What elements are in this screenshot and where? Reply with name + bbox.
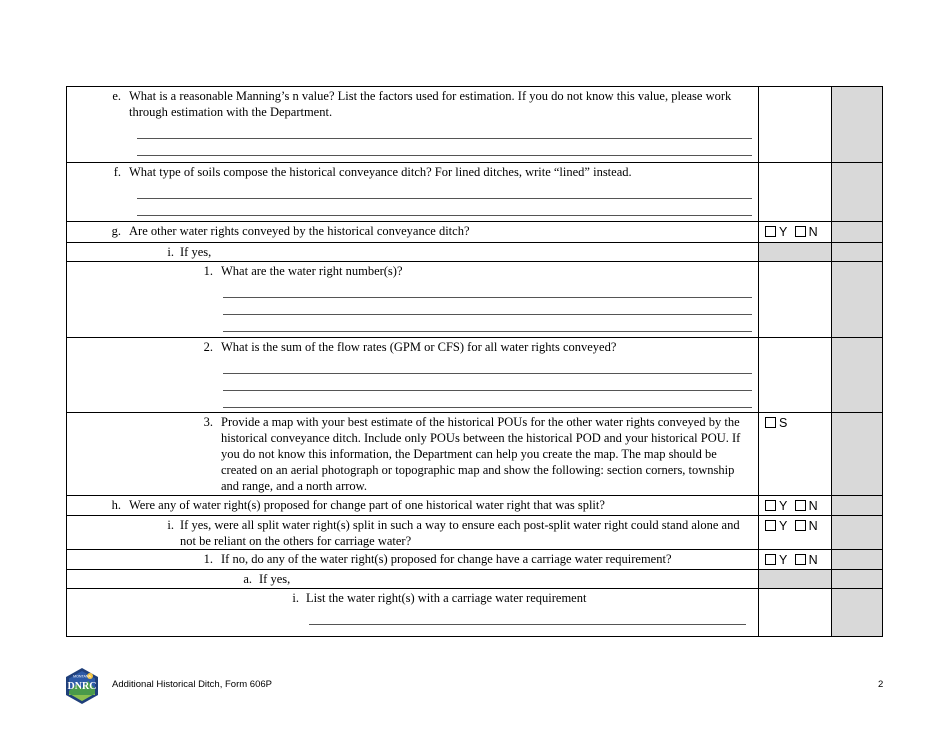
item-marker: i.	[167, 245, 174, 259]
item-marker: 1.	[203, 552, 213, 566]
form-table	[66, 86, 883, 637]
question-text: What are the water right number(s)?	[221, 264, 403, 278]
answer-line[interactable]	[137, 122, 752, 139]
response-cell[interactable]	[759, 589, 832, 637]
row-question-h	[67, 496, 883, 516]
checkbox-no-label: N	[808, 519, 818, 533]
question-text: If yes,	[259, 572, 291, 586]
question-text: What type of soils compose the historical conveyance ditch? For lined ditches, write “lined” instead.	[129, 165, 632, 179]
dept-use-cell	[832, 222, 883, 243]
answer-line[interactable]	[223, 357, 752, 374]
question-text: Are other water rights conveyed by the historical conveyance ditch?	[129, 224, 470, 238]
question-cell	[67, 87, 759, 163]
checkbox-submitted-label: S	[779, 416, 788, 430]
item-marker: a.	[243, 572, 252, 586]
question-text: If yes,	[180, 245, 212, 259]
answer-line[interactable]	[223, 298, 752, 315]
logo-caption: MONTANA	[73, 674, 91, 679]
answer-line[interactable]	[309, 608, 746, 625]
logo-text: DNRC	[67, 681, 97, 692]
question-cell	[67, 413, 759, 496]
checkbox-yes[interactable]	[765, 554, 776, 565]
item-marker: 1.	[203, 264, 213, 278]
item-marker: 2.	[203, 340, 213, 354]
dept-use-cell	[832, 87, 883, 163]
item-marker: 3.	[203, 415, 213, 429]
checkbox-no[interactable]	[795, 554, 806, 565]
dept-use-cell	[832, 516, 883, 550]
question-cell	[67, 516, 759, 550]
answer-line[interactable]	[137, 139, 752, 156]
item-marker: h.	[111, 498, 121, 512]
page-number: 2	[878, 679, 884, 690]
response-cell	[759, 516, 832, 550]
checkbox-yes[interactable]	[765, 226, 776, 237]
row-question-g-i-1	[67, 262, 883, 338]
question-cell	[67, 222, 759, 243]
question-cell	[67, 262, 759, 338]
question-text: If yes, were all split water right(s) split in such a way to ensure each post-split water right could stand alone and not be reliant on the others for carriage water?	[180, 518, 740, 548]
checkbox-yes[interactable]	[765, 500, 776, 511]
question-cell	[67, 589, 759, 637]
row-question-g-i-2	[67, 338, 883, 413]
checkbox-no-label: N	[808, 553, 818, 567]
dnrc-logo	[63, 667, 101, 705]
question-cell	[67, 570, 759, 589]
question-cell	[67, 550, 759, 570]
checkbox-submitted[interactable]	[765, 417, 776, 428]
response-cell	[759, 222, 832, 243]
answer-line[interactable]	[223, 374, 752, 391]
row-question-g-i-3	[67, 413, 883, 496]
question-text: List the water right(s) with a carriage water requirement	[306, 591, 587, 605]
item-marker: i.	[292, 591, 299, 605]
question-cell	[67, 338, 759, 413]
response-cell	[759, 243, 832, 262]
question-cell	[67, 496, 759, 516]
dept-use-cell	[832, 413, 883, 496]
item-marker: e.	[112, 89, 121, 103]
checkbox-yes[interactable]	[765, 520, 776, 531]
dept-use-cell	[832, 570, 883, 589]
row-question-g	[67, 222, 883, 243]
question-text: If no, do any of the water right(s) proposed for change have a carriage water requirement?	[221, 552, 672, 566]
response-cell	[759, 570, 832, 589]
checkbox-no[interactable]	[795, 500, 806, 511]
response-cell[interactable]	[759, 163, 832, 222]
row-question-h-i	[67, 516, 883, 550]
dept-use-cell	[832, 243, 883, 262]
checkbox-yes-label: Y	[779, 499, 788, 513]
dept-use-cell	[832, 338, 883, 413]
answer-line[interactable]	[137, 182, 752, 199]
checkbox-yes-label: Y	[779, 225, 788, 239]
row-question-h-i-1-a	[67, 570, 883, 589]
response-cell	[759, 496, 832, 516]
answer-line[interactable]	[137, 199, 752, 216]
answer-line[interactable]	[223, 315, 752, 332]
checkbox-yes-label: Y	[779, 519, 788, 533]
dept-use-cell	[832, 550, 883, 570]
checkbox-yes-label: Y	[779, 553, 788, 567]
question-text: What is the sum of the flow rates (GPM or CFS) for all water rights conveyed?	[221, 340, 617, 354]
row-question-h-i-1-a-i	[67, 589, 883, 637]
response-cell[interactable]	[759, 338, 832, 413]
dept-use-cell	[832, 496, 883, 516]
question-text: Provide a map with your best estimate of the historical POUs for the other water rights conveyed by the historical conveyance ditch. Include only POUs between the historical POD and your historical POU. If you do not know this information, the Department can help you create the map. The map should be created on an aerial photograph or topographic map and show the following: section corners, township and range, and a north arrow.	[221, 415, 741, 493]
question-text: Were any of water right(s) proposed for change part of one historical water right that was split?	[129, 498, 605, 512]
question-cell	[67, 163, 759, 222]
response-cell	[759, 413, 832, 496]
question-cell	[67, 243, 759, 262]
checkbox-no[interactable]	[795, 226, 806, 237]
answer-line[interactable]	[223, 281, 752, 298]
checkbox-no-label: N	[808, 499, 818, 513]
question-text: What is a reasonable Manning’s n value? List the factors used for estimation. If you do not know this value, please work through estimation with the Department.	[129, 89, 732, 119]
answer-line[interactable]	[223, 391, 752, 408]
response-cell[interactable]	[759, 87, 832, 163]
response-cell[interactable]	[759, 262, 832, 338]
item-marker: f.	[113, 165, 121, 179]
dept-use-cell	[832, 163, 883, 222]
dept-use-cell	[832, 589, 883, 637]
checkbox-no[interactable]	[795, 520, 806, 531]
item-marker: i.	[167, 518, 174, 532]
dept-use-cell	[832, 262, 883, 338]
row-question-e	[67, 87, 883, 163]
response-cell	[759, 550, 832, 570]
row-question-g-i	[67, 243, 883, 262]
footer-title: Additional Historical Ditch, Form 606P	[112, 679, 272, 690]
checkbox-no-label: N	[808, 225, 818, 239]
row-question-h-i-1	[67, 550, 883, 570]
row-question-f	[67, 163, 883, 222]
item-marker: g.	[111, 224, 121, 238]
